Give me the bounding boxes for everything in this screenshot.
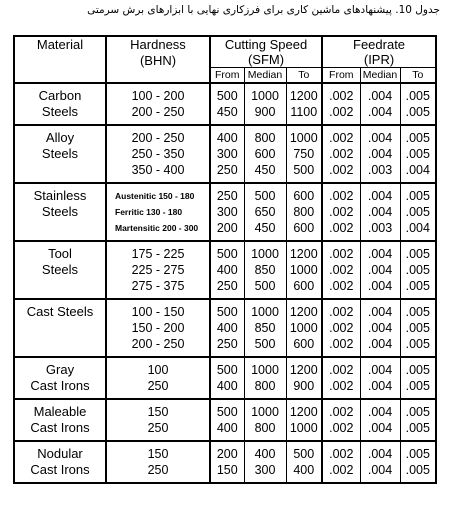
ipr-to-cell — [400, 183, 436, 241]
table-row — [14, 299, 436, 357]
ipr-from-value: .002 — [329, 205, 354, 219]
ipr-from-value: .002 — [329, 247, 354, 261]
subheader-ipr-to: To — [400, 68, 436, 84]
sfm-from-value: 250 — [216, 189, 238, 203]
subheader-sfm-to: To — [286, 68, 322, 84]
header-feedrate-line1: Feedrate — [353, 37, 406, 52]
sfm-median-cell — [244, 299, 286, 357]
sfm-to-value: 1200 — [289, 89, 318, 103]
ipr-from-value: .002 — [329, 279, 354, 293]
hardness-value: Ferritic 130 - 180 — [115, 207, 183, 217]
sfm-to-value: 400 — [293, 463, 315, 477]
ipr-from-value: .002 — [329, 263, 354, 277]
ipr-median-cell — [360, 125, 400, 183]
sfm-median-value: 850 — [254, 263, 276, 277]
sfm-median-cell — [244, 125, 286, 183]
sfm-from-value: 500 — [216, 247, 238, 261]
ipr-median-value: .004 — [367, 321, 393, 335]
sfm-median-value: 600 — [254, 147, 276, 161]
hardness-value: 175 - 225 — [131, 247, 185, 261]
header-material: Material — [14, 36, 106, 83]
hardness-value: 150 - 200 — [131, 321, 185, 335]
subheader-ipr-median: Median — [360, 68, 400, 84]
ipr-to-value: .005 — [405, 263, 430, 277]
ipr-median-cell — [360, 183, 400, 241]
ipr-median-value: .004 — [367, 189, 393, 203]
header-feedrate — [322, 36, 436, 68]
header-hardness-line1: Hardness — [130, 37, 186, 52]
ipr-median-value: .004 — [367, 247, 393, 261]
ipr-median-value: .003 — [367, 163, 393, 177]
sfm-median-value: 850 — [254, 321, 276, 335]
sfm-to-value: 600 — [293, 221, 315, 235]
hardness-cell — [106, 399, 210, 441]
header-cutting-line2: (SFM) — [247, 52, 285, 67]
material-cell — [14, 241, 106, 299]
ipr-from-value: .002 — [329, 337, 354, 351]
ipr-to-value: .005 — [405, 305, 430, 319]
material-cell — [14, 399, 106, 441]
ipr-median-value: .004 — [367, 105, 393, 119]
material-value: Maleable — [33, 404, 87, 419]
hardness-value: 275 - 375 — [131, 279, 185, 293]
sfm-median-value: 400 — [254, 447, 276, 461]
sfm-to-value: 500 — [293, 163, 315, 177]
subheader-ipr-from: From — [322, 68, 360, 84]
ipr-to-value: .005 — [405, 131, 430, 145]
sfm-median-value: 900 — [254, 105, 276, 119]
ipr-median-cell — [360, 441, 400, 483]
ipr-median-cell — [360, 299, 400, 357]
sfm-from-cell — [210, 125, 244, 183]
ipr-to-value: .005 — [405, 89, 430, 103]
material-value: Gray — [45, 362, 75, 377]
sfm-to-cell — [286, 357, 322, 399]
ipr-median-value: .004 — [367, 363, 393, 377]
ipr-from-cell — [322, 241, 360, 299]
sfm-to-value: 1000 — [289, 263, 318, 277]
hardness-cell — [106, 83, 210, 125]
ipr-median-value: .004 — [367, 131, 393, 145]
material-cell — [14, 125, 106, 183]
table-row — [14, 183, 436, 241]
ipr-median-value: .004 — [367, 379, 393, 393]
sfm-from-cell — [210, 299, 244, 357]
sfm-from-value: 300 — [216, 147, 238, 161]
ipr-from-value: .002 — [329, 105, 354, 119]
ipr-from-value: .002 — [329, 421, 354, 435]
sfm-to-cell — [286, 183, 322, 241]
ipr-median-value: .004 — [367, 305, 393, 319]
sfm-to-value: 1200 — [289, 247, 318, 261]
sfm-from-value: 400 — [216, 379, 238, 393]
sfm-from-cell — [210, 399, 244, 441]
ipr-to-value: .005 — [405, 147, 430, 161]
sfm-median-cell — [244, 399, 286, 441]
header-cutting-speed — [210, 36, 322, 68]
sfm-from-value: 400 — [216, 321, 238, 335]
material-value: Stainless — [33, 188, 87, 203]
ipr-median-value: .004 — [367, 89, 393, 103]
ipr-to-cell — [400, 441, 436, 483]
hardness-value: 100 — [147, 363, 169, 377]
sfm-to-value: 800 — [293, 205, 315, 219]
hardness-value: 150 — [147, 447, 169, 461]
ipr-median-cell — [360, 357, 400, 399]
ipr-median-cell — [360, 241, 400, 299]
ipr-median-value: .004 — [367, 405, 393, 419]
sfm-median-cell — [244, 83, 286, 125]
material-value: Tool — [48, 246, 72, 261]
hardness-value: 200 - 250 — [131, 105, 185, 119]
sfm-from-value: 500 — [216, 405, 238, 419]
sfm-from-cell — [210, 183, 244, 241]
sfm-to-value: 1200 — [289, 305, 318, 319]
ipr-to-cell — [400, 357, 436, 399]
hardness-value: 250 - 350 — [131, 147, 185, 161]
table-row — [14, 125, 436, 183]
sfm-to-cell — [286, 125, 322, 183]
sfm-to-value: 1200 — [289, 405, 318, 419]
ipr-from-value: .002 — [329, 305, 354, 319]
sfm-from-value: 250 — [216, 337, 238, 351]
sfm-to-value: 750 — [293, 147, 315, 161]
sfm-to-value: 500 — [293, 447, 315, 461]
sfm-median-cell — [244, 357, 286, 399]
header-hardness — [106, 36, 210, 83]
sfm-to-cell — [286, 441, 322, 483]
ipr-from-cell — [322, 399, 360, 441]
ipr-to-value: .005 — [405, 421, 430, 435]
ipr-median-value: .004 — [367, 421, 393, 435]
sfm-to-cell — [286, 83, 322, 125]
hardness-value: 250 — [147, 379, 169, 393]
sfm-from-value: 400 — [216, 131, 238, 145]
header-feedrate-line2: (IPR) — [363, 52, 395, 67]
ipr-to-value: .005 — [405, 321, 430, 335]
ipr-from-cell — [322, 183, 360, 241]
hardness-value: 250 — [147, 421, 169, 435]
ipr-to-value: .005 — [405, 279, 430, 293]
sfm-to-cell — [286, 299, 322, 357]
hardness-cell — [106, 183, 210, 241]
hardness-value: 100 - 150 — [131, 305, 185, 319]
sfm-median-cell — [244, 441, 286, 483]
material-value: Steels — [41, 146, 79, 161]
sfm-median-value: 300 — [254, 463, 276, 477]
hardness-value: 200 - 250 — [131, 337, 185, 351]
sfm-to-value: 1000 — [289, 131, 318, 145]
ipr-median-cell — [360, 399, 400, 441]
sfm-median-value: 1000 — [251, 305, 279, 319]
sfm-median-cell — [244, 241, 286, 299]
hardness-cell — [106, 299, 210, 357]
sfm-from-value: 400 — [216, 263, 238, 277]
ipr-to-value: .005 — [405, 447, 430, 461]
material-value: Cast Irons — [30, 462, 90, 477]
hardness-value: 100 - 200 — [131, 89, 185, 103]
material-value: Cast Irons — [30, 420, 90, 435]
header-cutting-line1: Cutting Speed — [224, 37, 308, 52]
material-value: Steels — [41, 204, 79, 219]
ipr-from-value: .002 — [329, 131, 354, 145]
ipr-from-value: .002 — [329, 379, 354, 393]
table-row — [14, 441, 436, 483]
material-value: Alloy — [45, 130, 75, 145]
sfm-to-cell — [286, 399, 322, 441]
sfm-median-value: 1000 — [251, 405, 279, 419]
ipr-median-value: .004 — [367, 147, 393, 161]
sfm-to-cell — [286, 241, 322, 299]
sfm-from-value: 250 — [216, 163, 238, 177]
hardness-value: Martensitic 200 - 300 — [115, 223, 199, 233]
ipr-median-value: .004 — [367, 447, 393, 461]
material-value: Cast Steels — [26, 304, 94, 319]
material-cell — [14, 441, 106, 483]
sfm-median-value: 500 — [254, 189, 276, 203]
material-value: Steels — [41, 262, 79, 277]
sfm-from-value: 200 — [216, 447, 238, 461]
material-cell — [14, 183, 106, 241]
material-value: Nodular — [37, 446, 83, 461]
ipr-from-value: .002 — [329, 163, 354, 177]
ipr-to-value: .005 — [405, 463, 430, 477]
sfm-median-value: 650 — [254, 205, 276, 219]
ipr-from-cell — [322, 125, 360, 183]
hardness-value: 150 — [147, 405, 169, 419]
sfm-median-value: 800 — [254, 131, 276, 145]
table-row — [14, 241, 436, 299]
sfm-median-value: 800 — [254, 379, 276, 393]
ipr-to-cell — [400, 83, 436, 125]
sfm-from-cell — [210, 441, 244, 483]
ipr-to-cell — [400, 241, 436, 299]
sfm-from-value: 500 — [216, 363, 238, 377]
ipr-from-cell — [322, 299, 360, 357]
ipr-median-value: .004 — [367, 337, 393, 351]
ipr-to-value: .005 — [405, 337, 430, 351]
ipr-to-value: .004 — [405, 221, 430, 235]
sfm-to-value: 600 — [293, 279, 315, 293]
ipr-median-cell — [360, 83, 400, 125]
ipr-to-cell — [400, 125, 436, 183]
sfm-from-cell — [210, 241, 244, 299]
table-caption: جدول 10. پیشنهادهای ماشین کاری برای فرزکاری نهایی با ابزارهای برش سرمتی — [87, 4, 440, 16]
sfm-from-value: 300 — [216, 205, 238, 219]
table-body — [14, 83, 436, 483]
sfm-from-value: 450 — [216, 105, 238, 119]
material-cell — [14, 357, 106, 399]
ipr-from-value: .002 — [329, 189, 354, 203]
ipr-to-value: .005 — [405, 105, 430, 119]
ipr-median-value: .004 — [367, 263, 393, 277]
hardness-value: 350 - 400 — [131, 163, 185, 177]
table-row — [14, 83, 436, 125]
ipr-from-value: .002 — [329, 447, 354, 461]
ipr-to-value: .005 — [405, 205, 430, 219]
ipr-median-value: .004 — [367, 279, 393, 293]
ipr-median-value: .004 — [367, 463, 393, 477]
material-value: Carbon — [38, 88, 82, 103]
sfm-median-value: 1000 — [251, 363, 279, 377]
ipr-from-value: .002 — [329, 363, 354, 377]
machining-recommendations-table — [13, 35, 437, 484]
sfm-from-value: 250 — [216, 279, 238, 293]
hardness-cell — [106, 241, 210, 299]
sfm-to-value: 900 — [293, 379, 315, 393]
ipr-from-value: .002 — [329, 321, 354, 335]
material-value: Steels — [41, 104, 79, 119]
sfm-median-value: 800 — [254, 421, 276, 435]
sfm-median-value: 500 — [254, 337, 276, 351]
ipr-from-value: .002 — [329, 89, 354, 103]
hardness-value: 225 - 275 — [131, 263, 185, 277]
sfm-from-value: 500 — [216, 89, 238, 103]
sfm-from-value: 400 — [216, 421, 238, 435]
sfm-to-value: 1000 — [289, 321, 318, 335]
sfm-median-value: 450 — [254, 221, 276, 235]
ipr-to-value: .004 — [405, 163, 430, 177]
hardness-cell — [106, 357, 210, 399]
sfm-median-value: 500 — [254, 279, 276, 293]
ipr-to-cell — [400, 299, 436, 357]
ipr-from-cell — [322, 441, 360, 483]
ipr-to-value: .005 — [405, 189, 430, 203]
sfm-to-value: 600 — [293, 189, 315, 203]
sfm-from-value: 500 — [216, 305, 238, 319]
ipr-to-value: .005 — [405, 363, 430, 377]
ipr-median-value: .003 — [367, 221, 393, 235]
hardness-value: Austenitic 150 - 180 — [115, 191, 195, 201]
sfm-to-value: 1200 — [289, 363, 318, 377]
subheader-sfm-median: Median — [244, 68, 286, 84]
ipr-from-value: .002 — [329, 463, 354, 477]
subheader-sfm-from: From — [210, 68, 244, 84]
ipr-to-cell — [400, 399, 436, 441]
hardness-cell — [106, 125, 210, 183]
table-row — [14, 357, 436, 399]
sfm-to-value: 1100 — [290, 105, 318, 119]
ipr-to-value: .005 — [405, 247, 430, 261]
ipr-from-cell — [322, 83, 360, 125]
ipr-to-value: .005 — [405, 379, 430, 393]
material-cell — [14, 83, 106, 125]
ipr-median-value: .004 — [367, 205, 393, 219]
sfm-from-cell — [210, 357, 244, 399]
material-value: Cast Irons — [30, 378, 90, 393]
sfm-median-value: 1000 — [251, 247, 279, 261]
material-cell — [14, 299, 106, 357]
header-hardness-line2: (BHN) — [139, 53, 177, 68]
table-row — [14, 399, 436, 441]
hardness-value: 250 — [147, 463, 169, 477]
sfm-from-value: 150 — [216, 463, 238, 477]
sfm-median-cell — [244, 183, 286, 241]
sfm-from-value: 200 — [216, 221, 238, 235]
ipr-from-value: .002 — [329, 147, 354, 161]
ipr-from-value: .002 — [329, 405, 354, 419]
sfm-to-value: 600 — [293, 337, 315, 351]
hardness-cell — [106, 441, 210, 483]
ipr-from-value: .002 — [329, 221, 354, 235]
ipr-to-value: .005 — [405, 405, 430, 419]
sfm-from-cell — [210, 83, 244, 125]
sfm-median-value: 1000 — [251, 89, 279, 103]
sfm-to-value: 1000 — [289, 421, 318, 435]
sfm-median-value: 450 — [254, 163, 276, 177]
hardness-value: 200 - 250 — [131, 131, 185, 145]
ipr-from-cell — [322, 357, 360, 399]
